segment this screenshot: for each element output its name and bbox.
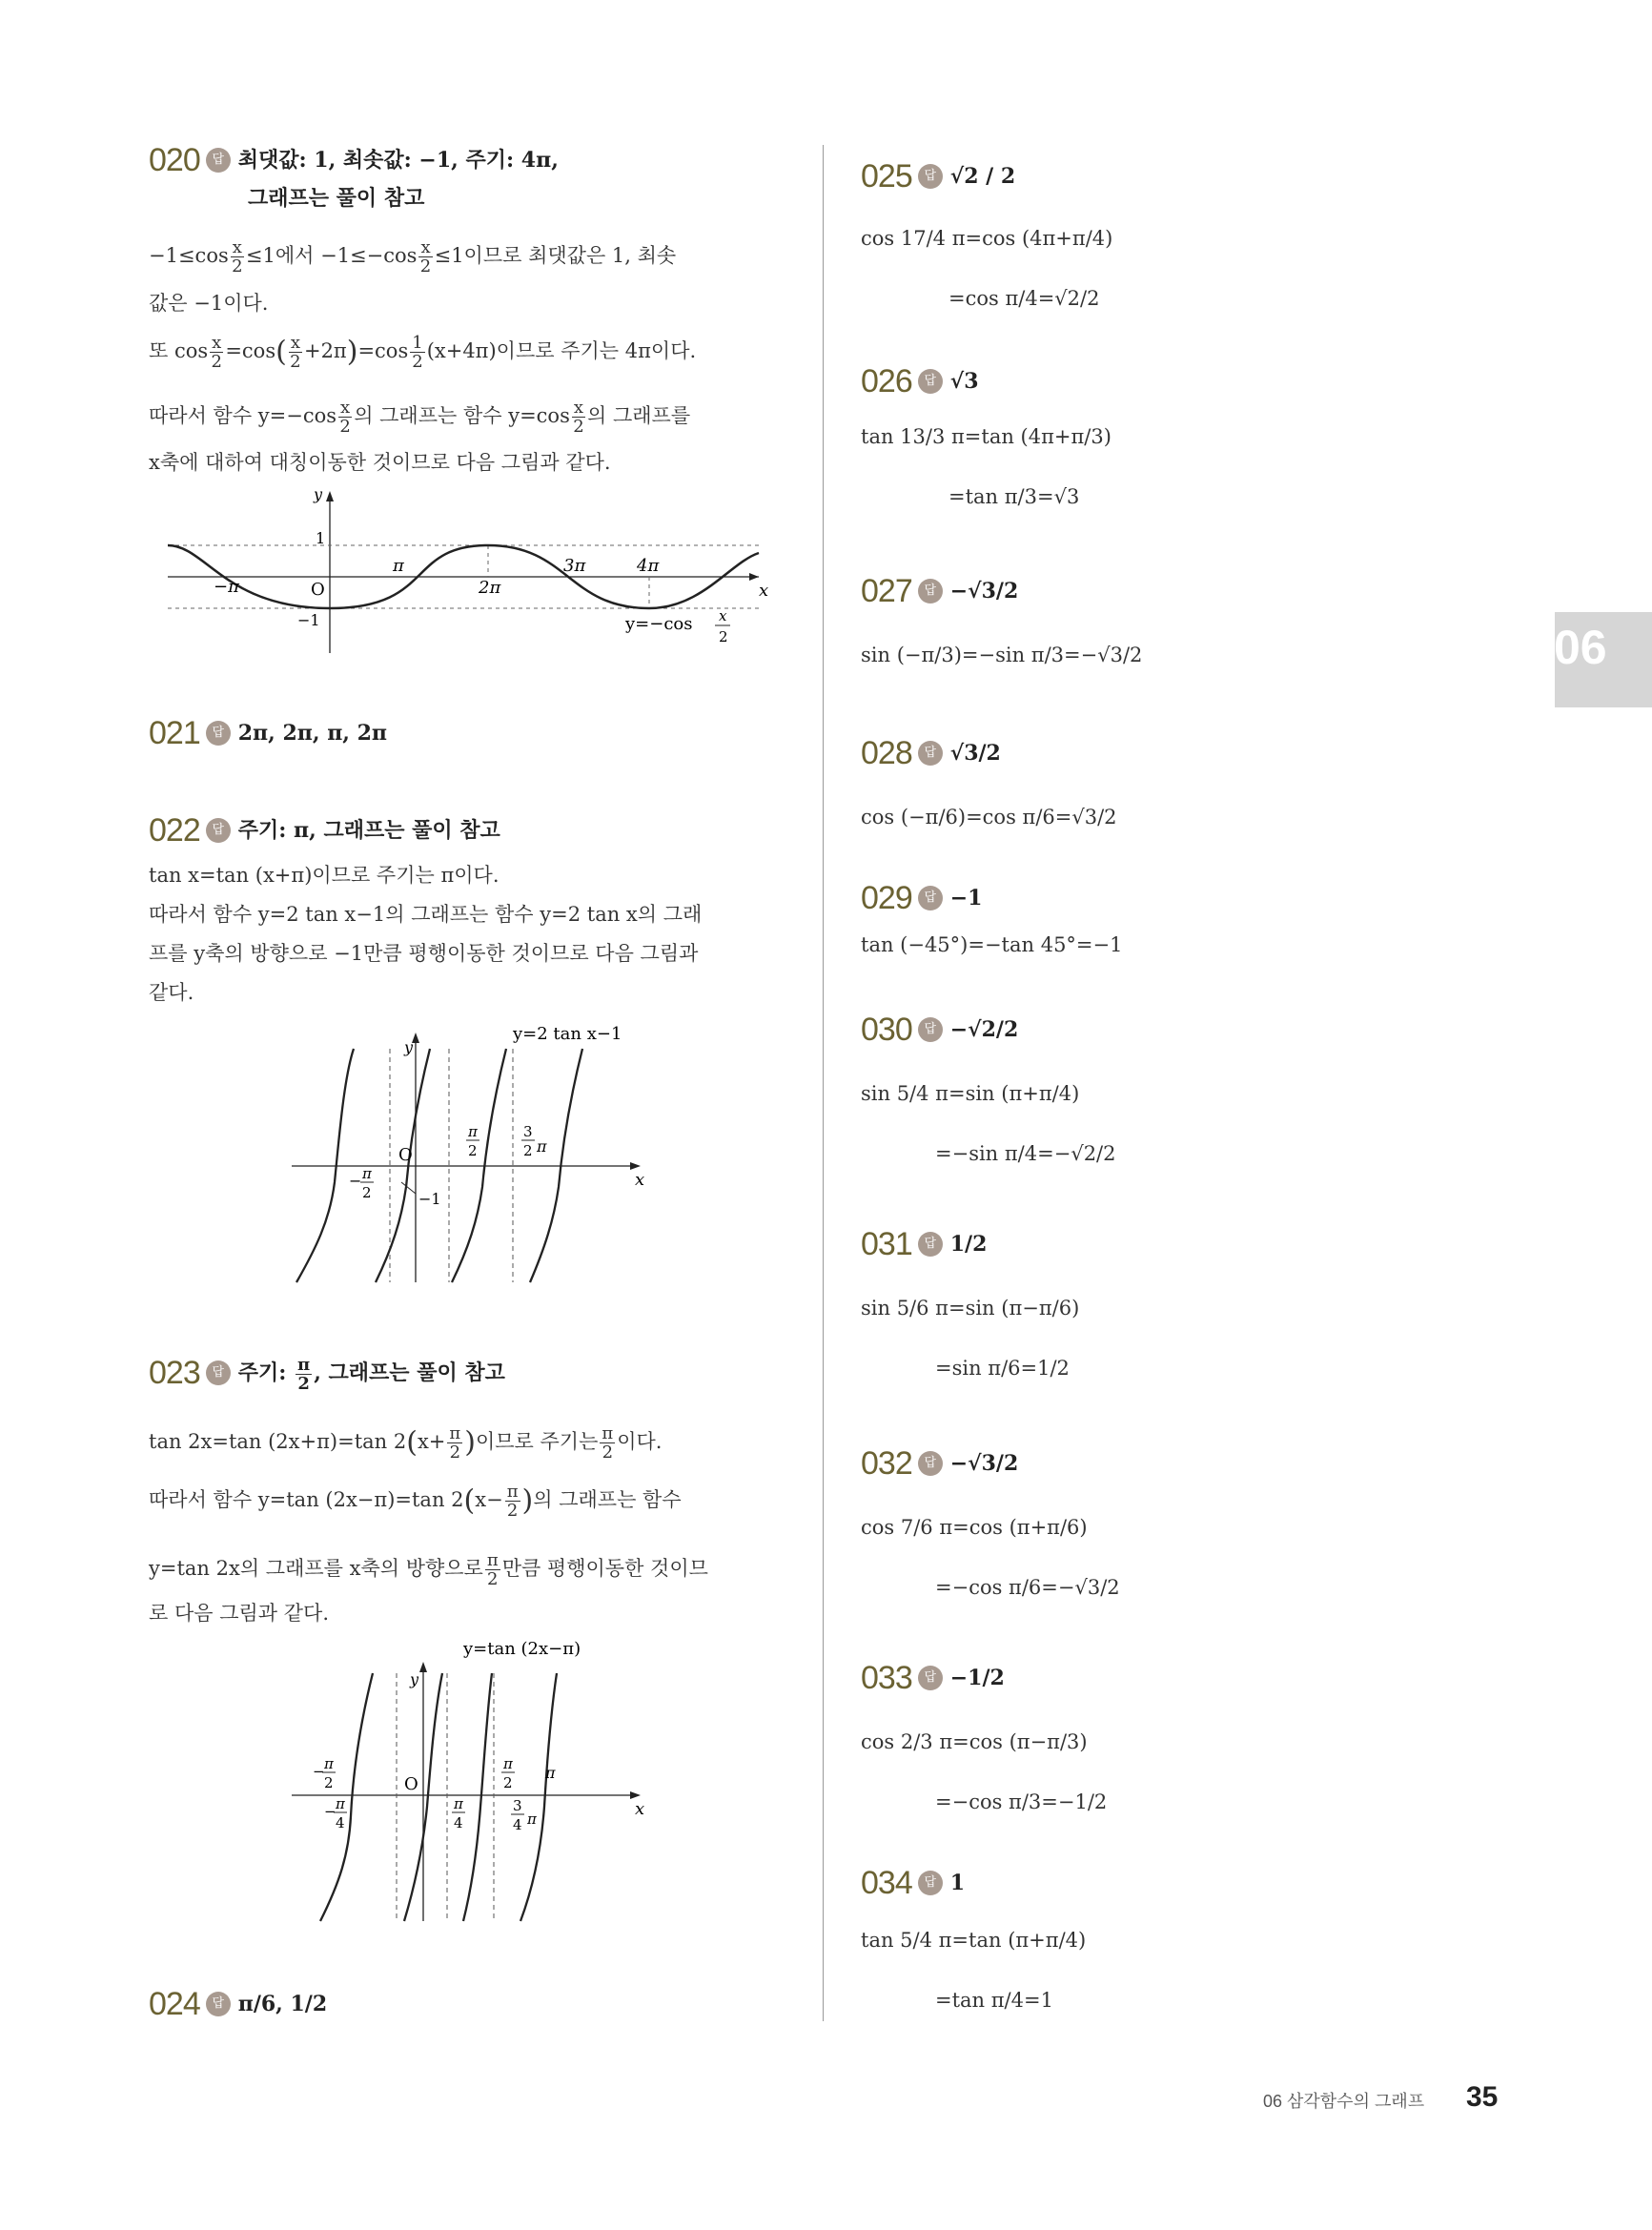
solution-line: =−sin π/4=−√2/2 [935,1142,1116,1165]
page-number: 35 [1466,2081,1499,2113]
svg-text:−1: −1 [297,611,320,629]
problem-number: 020 [149,142,200,178]
svg-text:3: 3 [523,1123,533,1140]
answer-badge: 답 [206,1992,231,2016]
svg-text:π: π [537,1137,547,1156]
svg-text:−π: −π [214,577,239,597]
solution-line: =cos π/4=√2/2 [948,287,1100,310]
svg-text:1: 1 [316,529,326,547]
svg-text:x: x [759,581,769,601]
problem-030: 030 답 −√2/2 [861,1012,1019,1048]
solution-line: =tan π/3=√3 [948,485,1080,508]
solution-line: =−cos π/3=−1/2 [935,1790,1108,1813]
svg-text:π: π [362,1165,372,1182]
problem-034: 034 답 1 [861,1865,966,1901]
svg-text:O: O [311,580,325,600]
svg-text:x: x [635,1799,645,1819]
graph-neg-cos [168,486,930,663]
answer-text-cont: 그래프는 풀이 참고 [248,186,425,211]
svg-text:3π: 3π [563,556,586,576]
svg-text:x: x [719,607,727,624]
solution-line: 따라서 함수 y=tan (2x−π)=tan 2(x− $\frac{\pi}{2}$ )의 그래프는 함수 [149,1482,682,1521]
svg-text:y=−cos: y=−cos [625,614,693,634]
svg-text:4: 4 [336,1814,345,1831]
solution-line: 또 cos $\frac{x}{2}$ =cos( $\frac{x}{2}$ +2π)=cos $\frac{1}{2}$ (x+4π)이므로 주기는 4π이다. [149,333,697,372]
solution-line: cos 2/3 π=cos (π−π/3) [861,1730,1088,1753]
solution-line: 같다. [149,981,194,1004]
solution-line: cos 7/6 π=cos (π+π/6) [861,1516,1088,1539]
answer-text: π/6, 1/2 [237,1992,328,2016]
solution-line: sin 5/6 π=sin (π−π/6) [861,1297,1080,1320]
problem-number: 022 [149,812,200,849]
problem-022 [149,811,500,849]
svg-text:2: 2 [468,1142,478,1159]
svg-text:3: 3 [513,1797,522,1814]
svg-text:4: 4 [454,1814,463,1831]
answer-text: 최댓값: 1, 최솟값: −1, 주기: 4π, [237,148,559,173]
problem-028: 028 답 √3/2 [861,735,1001,771]
problem-023: 023 답 주기: $\frac{\pi}{2}$ , 그래프는 풀이 참고 [149,1354,505,1394]
svg-text:2π: 2π [479,578,501,598]
svg-text:x: x [635,1170,645,1190]
solution-line: tan x=tan (x+π)이므로 주기는 π이다. [149,864,500,887]
svg-text:π: π [545,1764,556,1782]
svg-text:2: 2 [523,1142,533,1159]
solution-line: tan 5/4 π=tan (π+π/4) [861,1929,1087,1952]
solution-line: cos 17/4 π=cos (4π+π/4) [861,227,1113,250]
answer-badge: 답 [206,721,231,746]
svg-text:−: − [324,1803,337,1820]
column-divider [823,145,824,2021]
svg-text:π: π [527,1811,537,1828]
svg-text:y=2 tan x−1: y=2 tan x−1 [513,1024,622,1044]
problem-029: 029 답 −1 [861,880,983,916]
svg-text:π: π [468,1123,478,1140]
solution-line: y=tan 2x의 그래프를 x축의 방향으로 $\frac{\pi}{2}$ 만큼 평행이동한 것이므 [149,1550,708,1589]
problem-031: 031 답 1/2 [861,1226,988,1262]
svg-text:π: π [393,556,404,576]
svg-text:y: y [410,1670,419,1688]
problem-027: 027 답 −√3/2 [861,573,1019,609]
svg-text:2: 2 [503,1774,513,1791]
solution-line: 따라서 함수 y=2 tan x−1의 그래프는 함수 y=2 tan x의 그래 [149,903,703,926]
footer-chapter: 06 삼각함수의 그래프 [1263,2092,1425,2111]
svg-text:y=tan (2x−π): y=tan (2x−π) [463,1639,581,1659]
solution-line: cos (−π/6)=cos π/6=√3/2 [861,806,1117,829]
problem-024 [149,1985,327,2023]
svg-text:y: y [404,1038,414,1056]
svg-text:π: π [336,1795,345,1812]
graph-2tan [292,1020,654,1292]
problem-025: 025 답 √2 / 2 [861,158,1016,194]
svg-text:4: 4 [513,1816,522,1833]
problem-number: 023 [149,1355,200,1391]
solution-line: tan (−45°)=−tan 45°=−1 [861,933,1123,956]
answer-text: 주기: π, 그래프는 풀이 참고 [237,818,500,843]
svg-text:−1: −1 [418,1190,441,1208]
svg-text:O: O [404,1774,418,1794]
svg-text:−: − [349,1172,362,1190]
problem-033: 033 답 −1/2 [861,1660,1005,1696]
problem-number: 021 [149,715,200,751]
svg-text:O: O [398,1145,413,1165]
solution-line: =sin π/6=1/2 [935,1357,1070,1380]
svg-text:2: 2 [324,1774,334,1791]
solution-line: 값은 −1이다. [149,292,269,315]
svg-text:4π: 4π [637,556,660,576]
svg-text:π: π [324,1755,334,1772]
solution-line: 프를 y축의 방향으로 −1만큼 평행이동한 것이므로 다음 그림과 [149,942,699,965]
problem-number: 024 [149,1986,200,2022]
answer-badge: 답 [206,148,231,173]
solution-line: tan 2x=tan (2x+π)=tan 2(x+ $\frac{\pi}{2}$ )이므로 주기는 $\frac{\pi}{2}$ 이다. [149,1423,663,1463]
solution-line: −1≤cos $\frac{x}{2}$ ≤1에서 −1≤−cos $\frac{x}{2}$ ≤1이므로 최댓값은 1, 최솟 [149,237,677,276]
chapter-tab-label: 06 [1554,621,1607,674]
problem-032: 032 답 −√3/2 [861,1445,1019,1482]
solution-line: x축에 대하여 대칭이동한 것이므로 다음 그림과 같다. [149,451,611,474]
solution-line: =−cos π/6=−√3/2 [935,1576,1120,1599]
answer-badge: 답 [206,1361,231,1385]
solution-line: 로 다음 그림과 같다. [149,1602,329,1625]
svg-text:2: 2 [362,1184,372,1201]
solution-line: tan 13/3 π=tan (4π+π/3) [861,425,1112,448]
solution-line: =tan π/4=1 [935,1989,1053,2012]
svg-text:π: π [503,1755,513,1772]
svg-text:y: y [314,486,323,503]
solution-line: 따라서 함수 y=−cos $\frac{x}{2}$ 의 그래프는 함수 y=cos $\frac{x}{2}$ 의 그래프를 [149,398,691,437]
answer-badge: 답 [206,818,231,843]
solution-line: sin (−π/3)=−sin π/3=−√3/2 [861,644,1143,666]
problem-021 [149,714,387,752]
svg-text:−: − [313,1763,325,1780]
answer-text: 2π, 2π, π, 2π [237,721,388,746]
solution-line: sin 5/4 π=sin (π+π/4) [861,1082,1080,1105]
svg-text:π: π [454,1795,463,1812]
svg-text:2: 2 [719,628,728,645]
problem-020 [149,141,559,179]
problem-026: 026 답 √3 [861,363,979,399]
graph-tan-2x [292,1635,654,1931]
